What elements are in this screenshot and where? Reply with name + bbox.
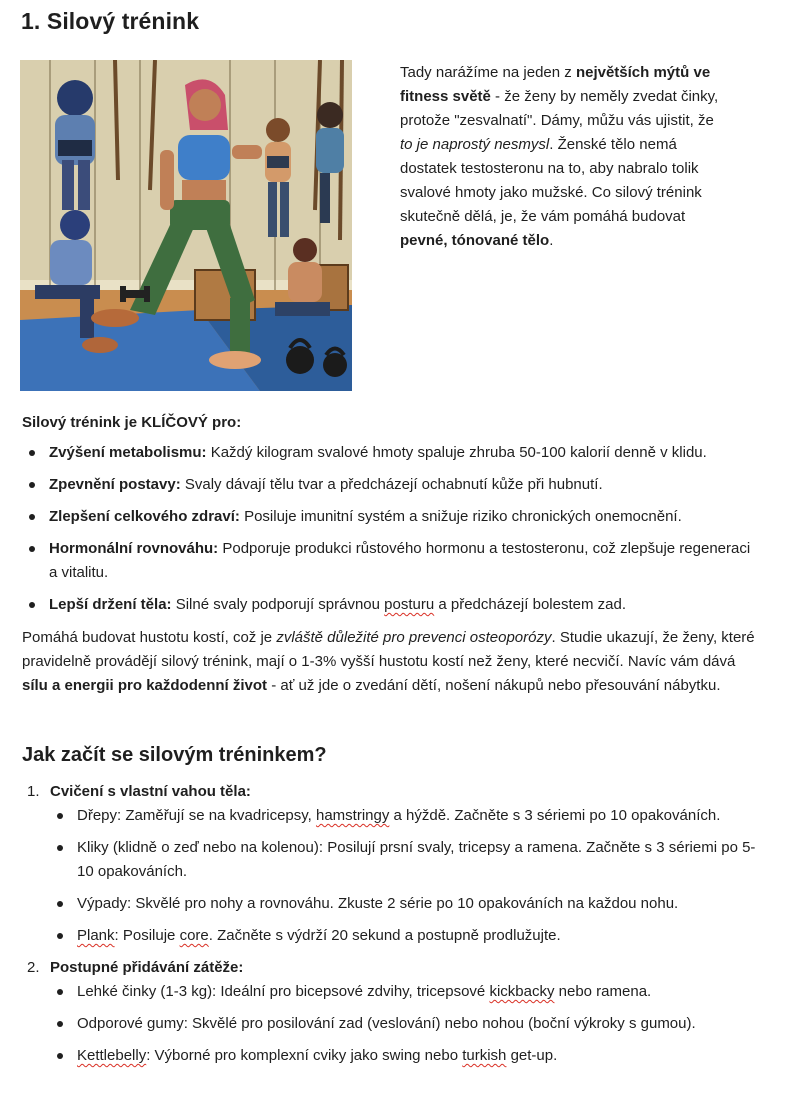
workout-illustration-art [20, 60, 352, 391]
list-item: Kliky (klidně o zeď nebo na kolenou): Posilují prsní svaly, tricepsy a ramena. Začněte s 3 sériemi po 5-10 opakováních. [50, 836, 762, 884]
how-to-start-heading: Jak začít se silovým tréninkem? [22, 744, 327, 766]
nonsense-emphasis: to je naprostý nesmysl [400, 136, 550, 153]
step-item: 2. Postupné přidávání zátěže: Lehké činky (1-3 kg): Ideální pro bicepsové zdvihy, tricepsové kickbacky nebo ramena. Odporové gumy: Skvělé pro posilování zad (veslování) nebo nohou (boční výkroky s gumou). Kettlebelly: Výborné pro komplexní cviky jako swing nebo turkish get-up. [22, 956, 762, 1068]
section-title: 1. Silový trénink [21, 8, 200, 34]
step-sublist [50, 980, 762, 1068]
benefits-list [22, 441, 762, 625]
list-item: Plank: Posiluje core. Začněte s výdrží 20 sekund a postupně prodlužujte. [50, 924, 762, 948]
list-item: Kettlebelly: Výborné pro komplexní cviky jako swing nebo turkish get-up. [50, 1044, 762, 1068]
key-benefits-heading: Silový trénink je KLÍČOVÝ pro: [22, 414, 242, 431]
workout-illustration [20, 60, 352, 391]
list-item: Hormonální rovnováhu: Podporuje produkci růstového hormonu a testosteronu, což zlepšuje regeneraci a vitalitu. [22, 537, 762, 585]
step-item: 1. Cvičení s vlastní vahou těla: Dřepy: Zaměřují se na kvadricepsy, hamstringy a hýždě. Začněte s 3 sériemi po 10 opakováních. Kliky (klidně o zeď nebo na kolenou): Posilují prsní svaly, tricepsy a ramena. Začněte s 3 sériemi po 5-10 opakováních. Výpady: Skvělé pro nohy a rovnováhu. Zkuste 2 série po 10 opakováních na každou nohu. Plank: Posiluje core. Začněte s výdrží 20 sekund a postupně prodlužujte. [22, 780, 762, 948]
toned-body-emphasis: pevné, tónované tělo [400, 232, 550, 249]
step-sublist [50, 804, 762, 948]
list-item: Dřepy: Zaměřují se na kvadricepsy, hamstringy a hýždě. Začněte s 3 sériemi po 10 opakováních. [50, 804, 762, 828]
list-item: Zpevnění postavy: Svaly dávají tělu tvar a předcházejí ochabnutí kůže při hubnutí. [22, 473, 762, 497]
intro-paragraph: Tady narážíme na jeden z největších mýtů ve fitness světě - že ženy by neměly zvedat činky, protože "zesvalnatí". Dámy, můžu vás ujistit, že to je naprostý nesmysl. Ženské tělo nemá dostatek testosteronu na to, aby nabralo tolik svalové hmoty jako mužské. Co silový trénink skutečně dělá, je, že vám pomáhá budovat pevné, tónované tělo. [400, 64, 719, 249]
bone-density-paragraph: Pomáhá budovat hustotu kostí, což je zvláště důležité pro prevenci osteoporózy. Studie ukazují, že ženy, které pravidelně provádějí silový trénink, mají o 1-3% vyšší hustotu kostí než ženy, které necvičí. Navíc vám dává sílu a energii pro každodenní život - ať už jde o zvedání dětí, nošení nákupů nebo přesouvání nábytku. [22, 629, 755, 694]
list-item: Odporové gumy: Skvělé pro posilování zad (veslování) nebo nohou (boční výkroky s gumou). [50, 1012, 762, 1036]
list-item: Výpady: Skvělé pro nohy a rovnováhu. Zkuste 2 série po 10 opakováních na každou nohu. [50, 892, 762, 916]
myth-emphasis: největších mýtů ve fitness světě [400, 64, 711, 105]
list-item: Zvýšení metabolismu: Každý kilogram svalové hmoty spaluje zhruba 50-100 kalorií denně v klidu. [22, 441, 762, 465]
list-item: Lepší držení těla: Silné svaly podporují správnou posturu a předcházejí bolestem zad. [22, 593, 762, 617]
steps-list [22, 780, 762, 1076]
list-item: Lehké činky (1-3 kg): Ideální pro bicepsové zdvihy, tricepsové kickbacky nebo ramena. [50, 980, 762, 1004]
list-item: Zlepšení celkového zdraví: Posiluje imunitní systém a snižuje riziko chronických onemocnění. [22, 505, 762, 529]
